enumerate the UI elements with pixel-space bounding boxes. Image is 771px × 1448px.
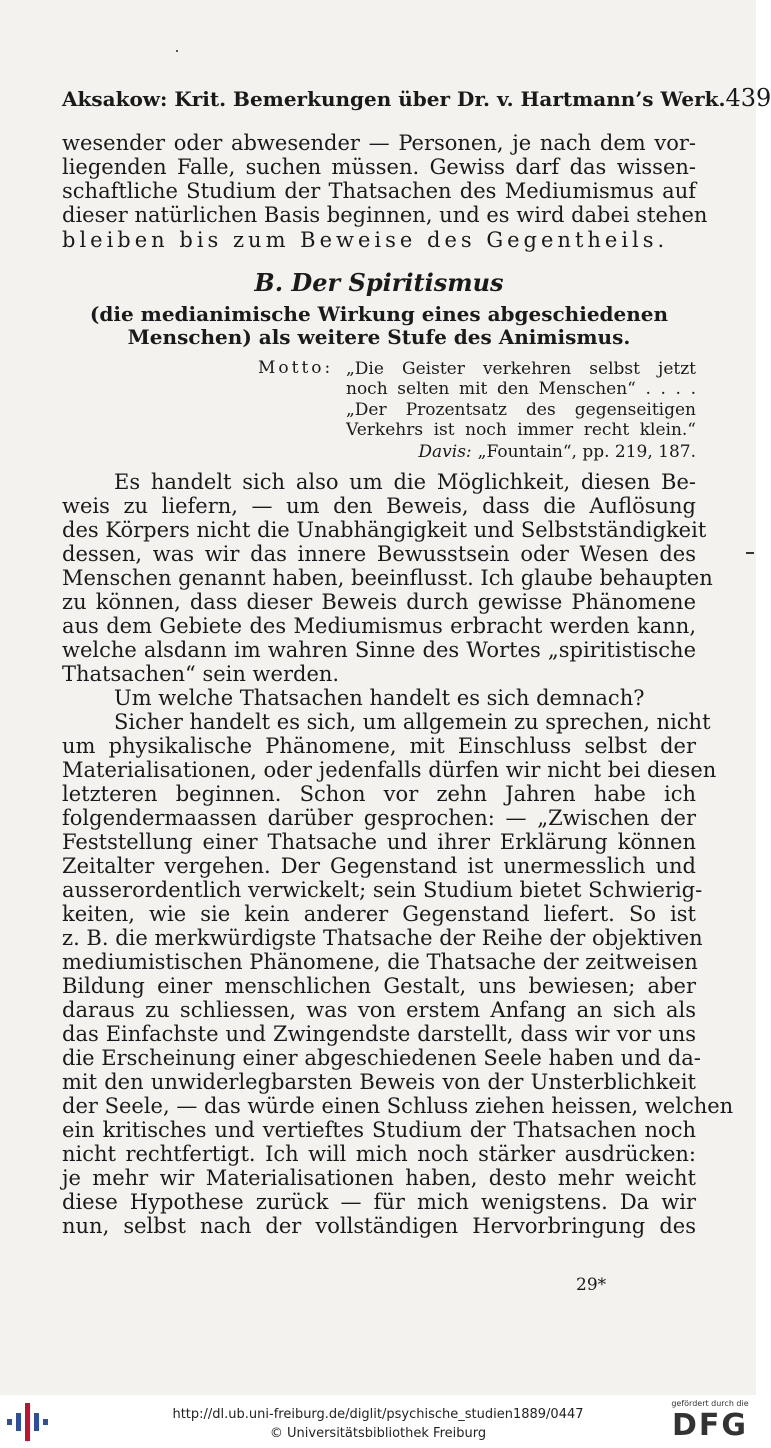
text-line: Feststellung einer Thatsache und ihrer Erklärung können xyxy=(62,830,696,854)
text-line: Materialisationen, oder jedenfalls dürfen wir nicht bei diesen xyxy=(62,758,717,782)
dfg-logo xyxy=(668,1399,752,1445)
text-line: weis zu liefern, — um den Beweis, dass die Auflösung xyxy=(62,494,696,518)
text-line: Es handelt sich also um die Möglichkeit, diesen Be- xyxy=(114,470,696,494)
dfg-wordmark: DFG xyxy=(671,1408,749,1443)
motto-line: „Die Geister verkehren selbst jetzt xyxy=(346,359,696,379)
text-line: diese Hypothese zurück — für mich wenigstens. Da wir xyxy=(62,1190,696,1214)
text-line: Thatsachen“ sein werden. xyxy=(62,662,340,686)
running-title: Aksakow: Krit. Bemerkungen über Dr. v. Hartmann’s Werk. xyxy=(62,87,726,111)
viewer-footer xyxy=(0,1395,756,1448)
text-line: liegenden Falle, suchen müssen. Gewiss darf das wissen- xyxy=(62,155,696,179)
text-line: aus dem Gebiete des Mediumismus erbracht werden kann, xyxy=(62,614,696,638)
motto-line: „Der Prozentsatz des gegenseitigen xyxy=(346,400,696,420)
margin-mark xyxy=(746,552,754,554)
running-header xyxy=(62,84,771,112)
text-line: letzteren beginnen. Schon vor zehn Jahren habe ich xyxy=(62,782,696,806)
motto-line: Verkehrs ist noch immer recht klein.“ xyxy=(346,420,696,440)
text-line: mit den unwiderlegbarsten Beweis von der Unsterblichkeit xyxy=(62,1070,696,1094)
text-line: je mehr wir Materialisationen haben, desto mehr weicht xyxy=(62,1166,696,1190)
text-line: die Erscheinung einer abgeschiedenen Seele haben und da- xyxy=(62,1046,701,1070)
scan-speck xyxy=(176,50,178,52)
text-line: daraus zu schliessen, was von erstem Anfang an sich als xyxy=(62,998,696,1022)
dfg-tagline: gefördert durch die xyxy=(671,1399,749,1408)
text-line: Um welche Thatsachen handelt es sich demnach? xyxy=(114,686,645,710)
text-line: bleiben bis zum Beweise des Gegentheils. xyxy=(62,228,669,252)
text-line: Sicher handelt es sich, um allgemein zu sprechen, nicht xyxy=(114,710,711,734)
motto-author: Davis: xyxy=(418,442,472,462)
text-line: um physikalische Phänomene, mit Einschluss selbst der xyxy=(62,734,696,758)
section-title: B. Der Spiritismus xyxy=(254,268,504,297)
section-subtitle: (die medianimische Wirkung eines abgeschiedenen xyxy=(89,302,669,326)
text-line: Menschen genannt haben, beeinflusst. Ich glaube behaupten xyxy=(62,566,713,590)
text-line: schaftliche Studium der Thatsachen des Mediumismus auf xyxy=(62,179,696,203)
text-line: zu können, dass dieser Beweis durch gewisse Phänomene xyxy=(62,590,696,614)
section-subtitle: Menschen) als weitere Stufe des Animismus. xyxy=(127,325,631,349)
motto-source xyxy=(418,442,696,462)
text-line: des Körpers nicht die Unabhängigkeit und Selbstständigkeit xyxy=(62,518,707,542)
text-line: mediumistischen Phänomene, die Thatsache der zeitweisen xyxy=(62,950,698,974)
text-line: ein kritisches und vertieftes Studium der Thatsachen noch xyxy=(62,1118,696,1142)
text-line: Bildung einer menschlichen Gestalt, uns bewiesen; aber xyxy=(62,974,696,998)
text-line: dessen, was wir das innere Bewusstsein oder Wesen des xyxy=(62,542,696,566)
text-line: nicht rechtfertigt. Ich will mich noch stärker ausdrücken: xyxy=(62,1142,696,1166)
text-line: folgendermaassen darüber gesprochen: — „Zwischen der xyxy=(62,806,696,830)
text-line: dieser natürlichen Basis beginnen, und es wird dabei stehen xyxy=(62,203,708,227)
text-line: keiten, wie sie kein anderer Gegenstand liefert. So ist xyxy=(62,902,696,926)
motto-line: noch selten mit den Menschen“ . . . . xyxy=(346,379,696,399)
text-line: welche alsdann im wahren Sinne des Wortes „spiritistische xyxy=(62,638,696,662)
page-number: 439 xyxy=(725,84,771,112)
text-line: wesender oder abwesender — Personen, je nach dem vor- xyxy=(62,131,696,155)
motto-citation: „Fountain“, pp. 219, 187. xyxy=(477,442,696,462)
motto-label: Motto: xyxy=(258,358,334,378)
text-line: das Einfachste und Zwingendste darstellt, dass wir vor uns xyxy=(62,1022,696,1046)
printer-signature: 29* xyxy=(576,1275,607,1295)
text-line: Zeitalter vergehen. Der Gegenstand ist unermesslich und xyxy=(62,854,696,878)
text-line: ausserordentlich verwickelt; sein Studium bietet Schwierig- xyxy=(62,878,703,902)
permalink[interactable]: http://dl.ub.uni-freiburg.de/diglit/psychische_studien1889/0447 xyxy=(172,1407,584,1422)
text-line: z. B. die merkwürdigste Thatsache der Reihe der objektiven xyxy=(62,926,703,950)
copyright: © Universitätsbibliothek Freiburg xyxy=(269,1426,487,1441)
text-line: nun, selbst nach der vollständigen Hervorbringung des xyxy=(62,1214,696,1238)
text-line: der Seele, — das würde einen Schluss ziehen heissen, welchen xyxy=(62,1094,734,1118)
